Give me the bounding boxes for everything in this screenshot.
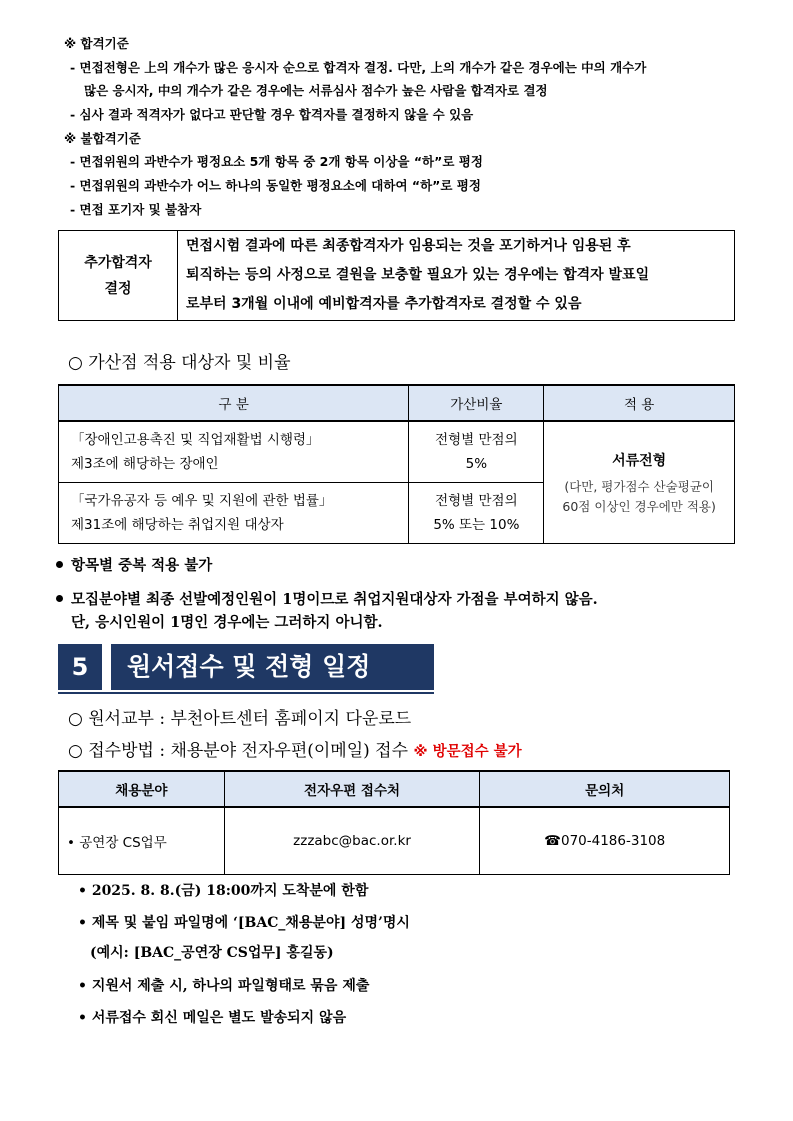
table-row bbox=[59, 421, 735, 483]
fail-criteria-item: - 면접위원의 과반수가 평정요소 5개 항목 중 2개 항목 이상을 “하”로 평정 bbox=[70, 154, 483, 169]
bonus-heading: ○ 가산점 적용 대상자 및 비율 bbox=[68, 353, 291, 373]
pass-criteria-item: 많은 응시자, 中의 개수가 같은 경우에는 서류심사 점수가 높은 사람을 합격자로 결정 bbox=[84, 83, 548, 98]
bullet-dot-icon bbox=[56, 561, 63, 568]
form-distribution-line: ○ 원서교부 : 부천아트센터 홈페이지 다운로드 bbox=[68, 709, 412, 729]
bonus-table bbox=[58, 384, 735, 544]
section-title: 원서접수 및 전형 일정 bbox=[111, 644, 434, 690]
submission-method-text: ○ 접수방법 : 채용분야 전자우편(이메일) 접수 bbox=[68, 741, 409, 761]
column-header: 전자우편 접수처 bbox=[224, 771, 480, 807]
apply-main: 서류전형 bbox=[612, 452, 667, 469]
submission-note: • 지원서 제출 시, 하나의 파일형태로 묶음 제출 bbox=[78, 978, 370, 994]
additional-passer-table bbox=[58, 230, 735, 321]
visit-warning: ※ 방문접수 불가 bbox=[413, 744, 522, 760]
category-line: 「장애인고용촉진 및 직업재활법 시행령」 bbox=[71, 432, 320, 448]
submission-method-line bbox=[68, 736, 522, 761]
additional-passer-header bbox=[59, 231, 178, 321]
body-line: 로부터 3개월 이내에 예비합격자를 추가합격자로 결정할 수 있음 bbox=[186, 296, 582, 312]
column-header: 구 분 bbox=[59, 385, 409, 421]
bullet-dot-icon bbox=[56, 595, 63, 602]
submission-note: (예시: [BAC_공연장 CS업무] 홍길동) bbox=[90, 945, 334, 961]
bonus-note: 항목별 중복 적용 불가 bbox=[56, 554, 212, 575]
rate-line: 5% 또는 10% bbox=[433, 517, 520, 533]
header-line: 추가합격자 bbox=[84, 254, 152, 271]
category-line: 「국가유공자 등 예우 및 지원에 관한 법률」 bbox=[71, 493, 333, 509]
submission-table bbox=[58, 770, 730, 875]
column-header: 적 용 bbox=[544, 385, 735, 421]
bonus-note: 모집분야별 최종 선발예정인원이 1명이므로 취업지원대상자 가점을 부여하지 않음. bbox=[56, 588, 598, 609]
submission-note: • 서류접수 회신 메일은 별도 발송되지 않음 bbox=[78, 1010, 347, 1026]
bonus-note: 단, 응시인원이 1명인 경우에는 그러하지 아니함. bbox=[71, 614, 383, 631]
rate-cell bbox=[409, 483, 544, 544]
submission-note: • 2025. 8. 8.(금) 18:00까지 도착분에 한함 bbox=[78, 883, 369, 899]
section-divider bbox=[58, 692, 434, 694]
category-line: 제3조에 해당하는 장애인 bbox=[71, 456, 219, 472]
column-header: 문의처 bbox=[480, 771, 730, 807]
section-number: 5 bbox=[58, 644, 102, 690]
additional-passer-body bbox=[178, 231, 735, 321]
field-cell: • 공연장 CS업무 bbox=[59, 807, 225, 875]
contact-cell: ☎070-4186-3108 bbox=[480, 807, 730, 875]
apply-note: (다만, 평가점수 산술평균이 bbox=[564, 478, 714, 494]
body-line: 퇴직하는 등의 사정으로 결원을 보충할 필요가 있는 경우에는 합격자 발표일 bbox=[186, 267, 650, 283]
apply-cell bbox=[544, 421, 735, 544]
fail-criteria-heading: ※ 불합격기준 bbox=[64, 131, 141, 146]
fail-criteria-item: - 면접위원의 과반수가 어느 하나의 동일한 평정요소에 대하여 “하”로 평정 bbox=[70, 178, 481, 193]
pass-criteria-item: - 면접전형은 上의 개수가 많은 응시자 순으로 합격자 결정. 다만, 上의 개수가 같은 경우에는 中의 개수가 bbox=[70, 60, 647, 75]
pass-criteria-item: - 심사 결과 적격자가 없다고 판단할 경우 합격자를 결정하지 않을 수 있음 bbox=[70, 107, 474, 122]
category-cell bbox=[59, 483, 409, 544]
rate-line: 5% bbox=[465, 456, 488, 472]
rate-line: 전형별 만점의 bbox=[435, 493, 518, 509]
column-header: 가산비율 bbox=[409, 385, 544, 421]
rate-cell bbox=[409, 421, 544, 483]
fail-criteria-item: - 면접 포기자 및 불참자 bbox=[70, 202, 202, 217]
submission-note: • 제목 및 붙임 파일명에 ‘[BAC_채용분야] 성명’명시 bbox=[78, 915, 410, 931]
body-line: 면접시험 결과에 따른 최종합격자가 임용되는 것을 포기하거나 임용된 후 bbox=[186, 238, 631, 254]
table-row bbox=[59, 807, 730, 875]
rate-line: 전형별 만점의 bbox=[435, 432, 518, 448]
category-cell bbox=[59, 421, 409, 483]
apply-note: 60점 이상인 경우에만 적용) bbox=[562, 498, 716, 514]
category-line: 제31조에 해당하는 취업지원 대상자 bbox=[71, 517, 284, 533]
pass-criteria-heading: ※ 합격기준 bbox=[64, 36, 129, 51]
header-line: 결정 bbox=[104, 280, 132, 297]
column-header: 채용분야 bbox=[59, 771, 225, 807]
email-cell[interactable]: zzzabc@bac.or.kr bbox=[224, 807, 480, 875]
